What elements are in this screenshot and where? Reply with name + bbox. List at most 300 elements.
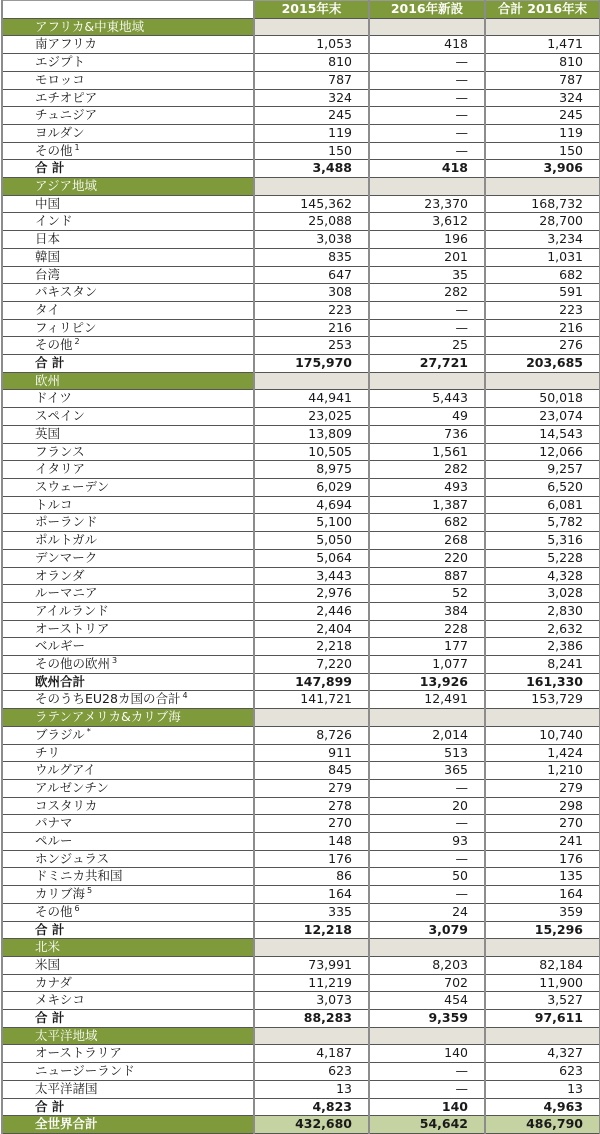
value-2015: 8,726 (254, 726, 369, 744)
value-2016-total: 3,028 (485, 585, 600, 603)
region-header-row (2, 18, 600, 36)
region-label: ラテンアメリカ&カリブ海 (2, 709, 254, 727)
value-2015: 5,064 (254, 549, 369, 567)
value-2016-total: 6,081 (485, 496, 600, 514)
value-2016-total: 13 (485, 1080, 600, 1098)
table-row (2, 54, 600, 72)
table-row (2, 850, 600, 868)
value-2016-total: 4,328 (485, 567, 600, 585)
value-2015: 270 (254, 815, 369, 833)
footnote-marker: 3 (112, 656, 118, 666)
country-label (2, 850, 254, 868)
country-name: 欧州合計 (35, 673, 86, 689)
footnote-marker: 4 (182, 691, 188, 701)
value-2016-total: 216 (485, 319, 600, 337)
country-name: パナマ (35, 815, 73, 831)
region-shade-cell (254, 1027, 369, 1045)
table-row (2, 549, 600, 567)
country-name: チリ (35, 744, 61, 760)
value-2015: 5,050 (254, 532, 369, 550)
table-row (2, 726, 600, 744)
table-row (2, 142, 600, 160)
value-2016-total: 5,228 (485, 549, 600, 567)
region-shade-cell (369, 709, 485, 727)
value-2016-total: 168,732 (485, 195, 600, 213)
value-2016-total: 223 (485, 301, 600, 319)
value-2016-new: 365 (369, 762, 485, 780)
value-2015: 835 (254, 248, 369, 266)
country-label (2, 461, 254, 479)
country-name: ホンジュラス (35, 850, 110, 866)
country-name: その他の欧州 (35, 656, 111, 672)
country-label (2, 833, 254, 851)
value-2016-new: — (369, 1080, 485, 1098)
value-2015: 647 (254, 266, 369, 284)
region-shade-cell (369, 939, 485, 957)
region-header-row (2, 178, 600, 196)
value-2015: 148 (254, 833, 369, 851)
value-2015: 787 (254, 71, 369, 89)
table-row (2, 532, 600, 550)
subtotal-row (2, 355, 600, 373)
value-2016-new: — (369, 54, 485, 72)
country-name: 合 計 (35, 1098, 65, 1114)
country-name: エチオピア (35, 89, 98, 105)
value-2016-total: 97,611 (485, 1010, 600, 1028)
table-row (2, 319, 600, 337)
value-2016-total: 241 (485, 833, 600, 851)
country-name: フランス (35, 443, 85, 459)
country-label (2, 301, 254, 319)
country-name: 台湾 (35, 266, 61, 282)
value-2016-total: 15,296 (485, 921, 600, 939)
country-label (2, 602, 254, 620)
country-name: 日本 (35, 231, 61, 247)
country-name: コスタリカ (35, 797, 98, 813)
value-2016-total: 3,527 (485, 992, 600, 1010)
value-2015: 88,283 (254, 1010, 369, 1028)
country-label (2, 779, 254, 797)
table-row (2, 195, 600, 213)
table-row (2, 815, 600, 833)
value-2016-new: 49 (369, 408, 485, 426)
country-name: オーストラリア (35, 1045, 122, 1061)
region-shade-cell (369, 178, 485, 196)
table-row (2, 638, 600, 656)
value-2016-total: 150 (485, 142, 600, 160)
value-2016-new: 3,612 (369, 213, 485, 231)
value-2016-total: 2,632 (485, 620, 600, 638)
table-row (2, 744, 600, 762)
region-shade-cell (254, 939, 369, 957)
value-2016-total: 50,018 (485, 390, 600, 408)
country-name: カナダ (35, 974, 72, 990)
country-label (2, 1045, 254, 1063)
value-2016-new: 24 (369, 903, 485, 921)
country-label (2, 425, 254, 443)
table-row (2, 266, 600, 284)
value-2016-total: 591 (485, 284, 600, 302)
table-row (2, 868, 600, 886)
footnote-marker: 5 (87, 886, 93, 896)
table-row (2, 248, 600, 266)
table-row (2, 408, 600, 426)
value-2016-total: 324 (485, 89, 600, 107)
value-2015: 3,488 (254, 160, 369, 178)
value-2016-new: 12,491 (369, 691, 485, 709)
region-shade-cell (254, 709, 369, 727)
table-row (2, 514, 600, 532)
value-2016-total: 3,234 (485, 231, 600, 249)
table-row (2, 762, 600, 780)
value-2016-new: 702 (369, 974, 485, 992)
value-2016-total: 119 (485, 124, 600, 142)
country-label (2, 71, 254, 89)
country-name: フィリピン (35, 319, 97, 335)
value-2015: 810 (254, 54, 369, 72)
country-label (2, 886, 254, 904)
country-name: カリブ海 (35, 886, 86, 902)
table-row (2, 656, 600, 674)
country-label (2, 974, 254, 992)
country-label (2, 726, 254, 744)
value-2015: 164 (254, 886, 369, 904)
country-label (2, 248, 254, 266)
country-label (2, 921, 254, 939)
region-header-row (2, 1027, 600, 1045)
table-row (2, 797, 600, 815)
value-2016-new: 282 (369, 461, 485, 479)
country-label (2, 195, 254, 213)
country-name: トルコ (35, 496, 73, 512)
region-shade-cell (485, 18, 600, 36)
value-2015: 147,899 (254, 673, 369, 691)
value-2016-new: — (369, 779, 485, 797)
table-row (2, 974, 600, 992)
value-2016-new: — (369, 815, 485, 833)
value-2015: 308 (254, 284, 369, 302)
value-2015: 3,443 (254, 567, 369, 585)
value-2016-total: 9,257 (485, 461, 600, 479)
region-header-row (2, 372, 600, 390)
country-label (2, 54, 254, 72)
value-2015: 911 (254, 744, 369, 762)
value-2016-new: 201 (369, 248, 485, 266)
country-label (2, 992, 254, 1010)
value-2015: 4,694 (254, 496, 369, 514)
country-label (2, 549, 254, 567)
region-label: アジア地域 (2, 178, 254, 196)
value-2015: 253 (254, 337, 369, 355)
value-2016-new: 23,370 (369, 195, 485, 213)
value-2016-new: 140 (369, 1098, 485, 1116)
value-2015: 175,970 (254, 355, 369, 373)
value-2015: 4,823 (254, 1098, 369, 1116)
region-shade-cell (485, 178, 600, 196)
value-2016-total: 203,685 (485, 355, 600, 373)
value-2016-new: 887 (369, 567, 485, 585)
subtotal-row (2, 921, 600, 939)
country-label (2, 390, 254, 408)
value-2015: 845 (254, 762, 369, 780)
value-2015: 279 (254, 779, 369, 797)
value-2015: 216 (254, 319, 369, 337)
value-2015: 278 (254, 797, 369, 815)
country-name: パキスタン (35, 284, 98, 300)
region-shade-cell (369, 372, 485, 390)
region-label: 欧州 (2, 372, 254, 390)
value-2016-new: 1,387 (369, 496, 485, 514)
table-row (2, 89, 600, 107)
table-row (2, 1045, 600, 1063)
value-2016-total: 1,424 (485, 744, 600, 762)
table-row (2, 231, 600, 249)
value-2016-new: 27,721 (369, 355, 485, 373)
country-name: その他 (35, 337, 73, 353)
country-name: その他 (35, 903, 73, 919)
region-shade-cell (485, 939, 600, 957)
region-label: アフリカ&中東地域 (2, 18, 254, 36)
table-row (2, 107, 600, 125)
country-label (2, 496, 254, 514)
value-2016-new: 13,926 (369, 673, 485, 691)
country-name: メキシコ (35, 992, 85, 1008)
value-2015: 7,220 (254, 656, 369, 674)
value-2015: 86 (254, 868, 369, 886)
country-name: 合 計 (35, 1010, 65, 1026)
table-row (2, 903, 600, 921)
value-2016-total: 12,066 (485, 443, 600, 461)
country-name: オーストリア (35, 620, 110, 636)
country-name: ドミニカ共和国 (35, 868, 123, 884)
country-label (2, 231, 254, 249)
table-row (2, 213, 600, 231)
value-2016-new: 25 (369, 337, 485, 355)
value-2015: 623 (254, 1063, 369, 1081)
value-2016-new: 5,443 (369, 390, 485, 408)
country-label (2, 213, 254, 231)
footnote-marker: * (86, 726, 91, 736)
country-name: 中国 (35, 195, 61, 211)
region-shade-cell (254, 372, 369, 390)
table-row (2, 301, 600, 319)
value-2016-total: 5,782 (485, 514, 600, 532)
value-2016-total: 176 (485, 850, 600, 868)
country-name: 太平洋諸国 (35, 1080, 98, 1096)
value-2016-total: 2,830 (485, 602, 600, 620)
country-label (2, 797, 254, 815)
value-2015: 73,991 (254, 956, 369, 974)
value-2015: 6,029 (254, 478, 369, 496)
value-2016-total: 23,074 (485, 408, 600, 426)
country-name: ブラジル (35, 726, 85, 742)
value-2016-total: 359 (485, 903, 600, 921)
value-2016-new: 52 (369, 585, 485, 603)
value-2016-new: 1,077 (369, 656, 485, 674)
table-row (2, 620, 600, 638)
value-2015: 335 (254, 903, 369, 921)
country-name: エジプト (35, 54, 86, 70)
country-name: ウルグアイ (35, 762, 96, 778)
region-shade-cell (485, 1027, 600, 1045)
table-row (2, 779, 600, 797)
table-row (2, 833, 600, 851)
value-2015: 3,073 (254, 992, 369, 1010)
value-2016-new: 20 (369, 797, 485, 815)
value-2015: 4,187 (254, 1045, 369, 1063)
value-2016-total: 8,241 (485, 656, 600, 674)
value-2016-new: 196 (369, 231, 485, 249)
value-2016-new: — (369, 89, 485, 107)
table-row (2, 602, 600, 620)
value-2015: 8,975 (254, 461, 369, 479)
country-name: インド (35, 213, 73, 229)
country-name: ドイツ (35, 390, 72, 406)
value-2016-new: — (369, 1063, 485, 1081)
header-row (2, 1, 600, 19)
country-label (2, 337, 254, 355)
value-2015: 176 (254, 850, 369, 868)
country-label (2, 1010, 254, 1028)
value-2016-new: 9,359 (369, 1010, 485, 1028)
table-row (2, 284, 600, 302)
country-name: チュニジア (35, 107, 98, 123)
value-2016-new: — (369, 850, 485, 868)
table-row (2, 390, 600, 408)
value-2016-new: 8,203 (369, 956, 485, 974)
value-2016-total: 245 (485, 107, 600, 125)
value-2016-new: 2,014 (369, 726, 485, 744)
grand-total-2016-new: 54,642 (369, 1116, 485, 1134)
value-2016-total: 276 (485, 337, 600, 355)
country-name: 合 計 (35, 160, 65, 176)
country-name: デンマーク (35, 549, 98, 565)
region-shade-cell (369, 18, 485, 36)
capacity-table (1, 0, 600, 1134)
region-shade-cell (485, 709, 600, 727)
value-2015: 245 (254, 107, 369, 125)
value-2016-new: 282 (369, 284, 485, 302)
country-name: ニュージーランド (35, 1063, 135, 1079)
country-name: ポルトガル (35, 532, 98, 548)
header-blank (2, 1, 254, 19)
value-2016-total: 682 (485, 266, 600, 284)
subtotal-row (2, 1098, 600, 1116)
subtotal-row (2, 160, 600, 178)
value-2016-total: 3,906 (485, 160, 600, 178)
country-label (2, 142, 254, 160)
table-row (2, 1080, 600, 1098)
value-2016-total: 14,543 (485, 425, 600, 443)
country-label (2, 638, 254, 656)
country-label (2, 124, 254, 142)
value-2016-new: 384 (369, 602, 485, 620)
value-2015: 5,100 (254, 514, 369, 532)
table-row (2, 496, 600, 514)
country-name: ペルー (35, 833, 73, 849)
country-name: スウェーデン (35, 478, 110, 494)
country-label (2, 36, 254, 54)
value-2015: 23,025 (254, 408, 369, 426)
value-2016-total: 28,700 (485, 213, 600, 231)
country-name: アイルランド (35, 602, 109, 618)
country-name: スペイン (35, 408, 86, 424)
country-label (2, 1080, 254, 1098)
table-row (2, 124, 600, 142)
value-2016-new: 1,561 (369, 443, 485, 461)
value-2016-new: 682 (369, 514, 485, 532)
country-label (2, 567, 254, 585)
region-shade-cell (254, 18, 369, 36)
country-label (2, 408, 254, 426)
table-row (2, 461, 600, 479)
value-2016-new: — (369, 71, 485, 89)
value-2016-total: 5,316 (485, 532, 600, 550)
value-2016-total: 1,031 (485, 248, 600, 266)
value-2016-new: — (369, 142, 485, 160)
country-label (2, 585, 254, 603)
country-name: 南アフリカ (35, 36, 97, 52)
value-2016-total: 135 (485, 868, 600, 886)
country-label (2, 620, 254, 638)
value-2015: 12,218 (254, 921, 369, 939)
country-name: ルーマニア (35, 585, 98, 601)
table-row (2, 886, 600, 904)
value-2016-total: 279 (485, 779, 600, 797)
country-name: 英国 (35, 425, 61, 441)
value-2016-new: 3,079 (369, 921, 485, 939)
value-2016-new: — (369, 107, 485, 125)
value-2015: 44,941 (254, 390, 369, 408)
table-row (2, 691, 600, 709)
value-2016-total: 298 (485, 797, 600, 815)
value-2016-new: — (369, 886, 485, 904)
table-row (2, 992, 600, 1010)
country-name: ベルギー (35, 638, 86, 654)
value-2016-new: — (369, 301, 485, 319)
value-2016-new: 35 (369, 266, 485, 284)
value-2015: 11,219 (254, 974, 369, 992)
value-2015: 2,404 (254, 620, 369, 638)
country-label (2, 514, 254, 532)
footnote-marker: 1 (74, 142, 80, 152)
country-label (2, 1098, 254, 1116)
value-2016-total: 1,471 (485, 36, 600, 54)
country-label (2, 478, 254, 496)
value-2016-total: 623 (485, 1063, 600, 1081)
subtotal-row (2, 673, 600, 691)
table-row (2, 443, 600, 461)
region-label: 太平洋地域 (2, 1027, 254, 1045)
value-2015: 13 (254, 1080, 369, 1098)
grand-total-2016-total: 486,790 (485, 1116, 600, 1134)
value-2015: 3,038 (254, 231, 369, 249)
value-2015: 2,218 (254, 638, 369, 656)
value-2016-new: 736 (369, 425, 485, 443)
value-2015: 25,088 (254, 213, 369, 231)
table-row (2, 478, 600, 496)
subtotal-row (2, 1010, 600, 1028)
country-name: イタリア (35, 461, 86, 477)
value-2016-new: 418 (369, 36, 485, 54)
country-label (2, 903, 254, 921)
value-2016-total: 161,330 (485, 673, 600, 691)
value-2016-new: — (369, 124, 485, 142)
value-2015: 223 (254, 301, 369, 319)
table-row (2, 337, 600, 355)
value-2016-total: 10,740 (485, 726, 600, 744)
country-label (2, 266, 254, 284)
